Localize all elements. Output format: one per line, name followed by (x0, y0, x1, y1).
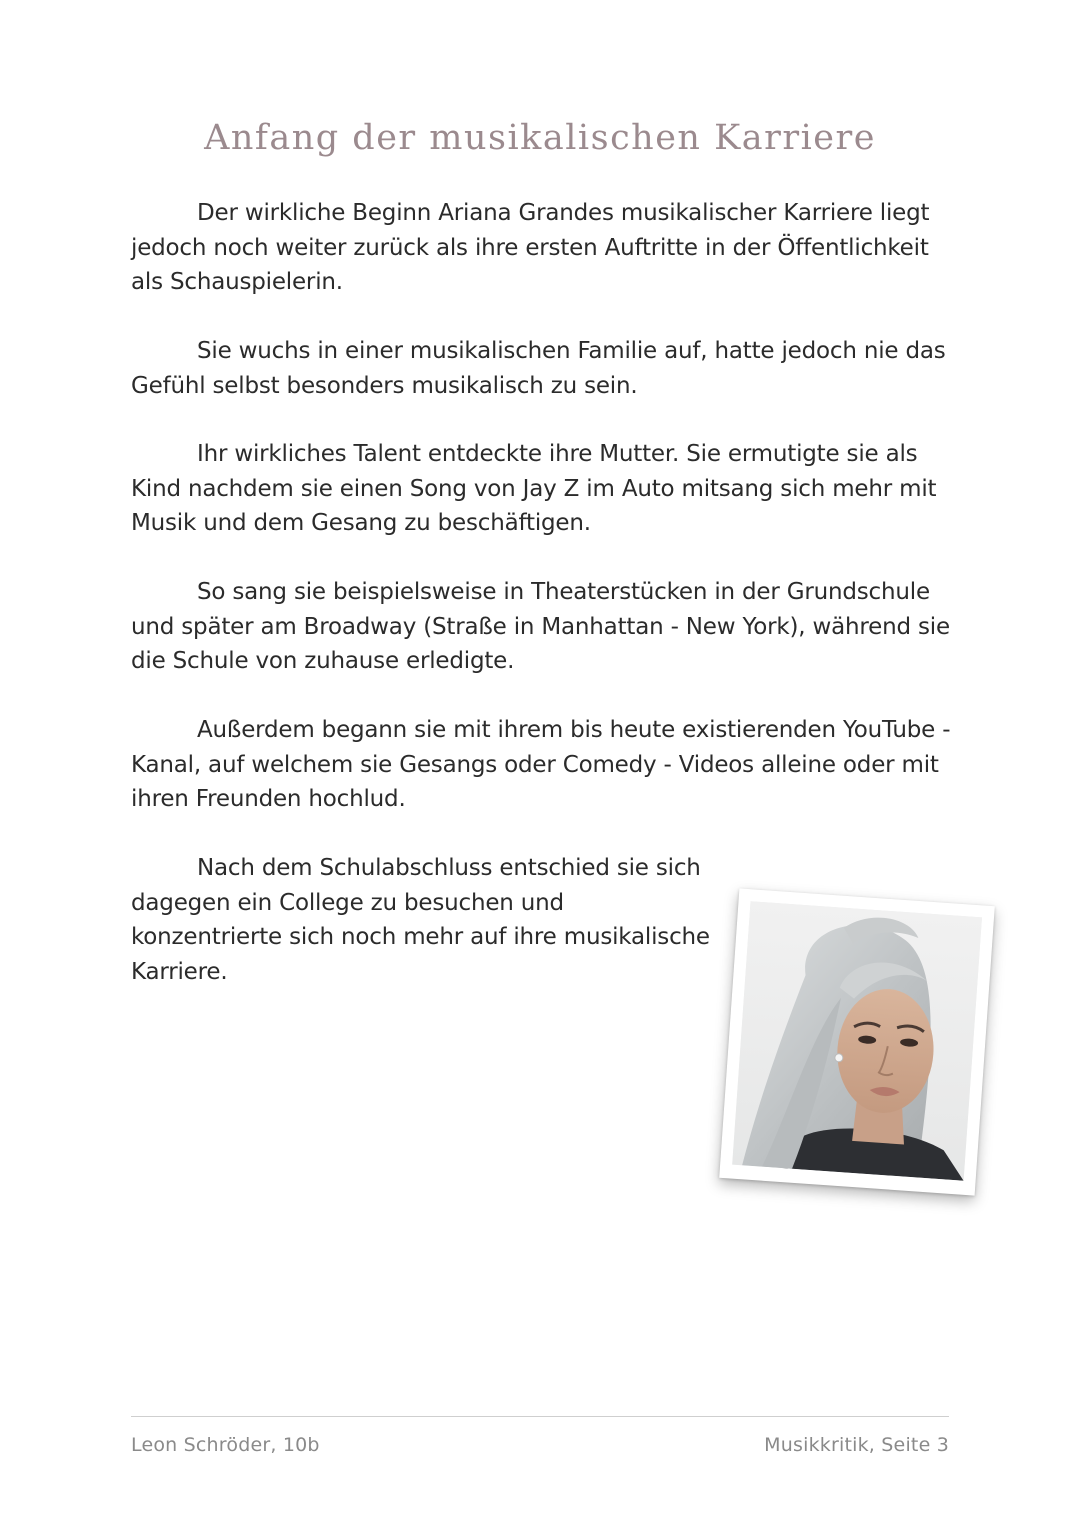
paragraph-talent-discovered: Ihr wirkliches Talent entdeckte ihre Mutter. Sie ermutigte sie als Kind nachdem sie einen Song von Jay Z im Auto mitsang sich mehr mit Musik und dem Gesang zu beschäftigen. (131, 441, 937, 537)
footer-author: Leon Schröder, 10b (131, 1434, 320, 1456)
footer-divider (131, 1416, 949, 1417)
portrait-photo (732, 901, 982, 1181)
paragraph-youtube-channel: Außerdem begann sie mit ihrem bis heute existierenden YouTube - Kanal, auf welchem sie Gesangs oder Comedy - Videos alleine oder mit ihren Freunden hochlud. (131, 717, 951, 813)
portrait-photo-frame (719, 888, 995, 1195)
page-title: Anfang der musikalischen Karriere (204, 118, 876, 158)
paragraph-theater-broadway: So sang sie beispielsweise in Theaterstücken in der Grundschule und später am Broadway (Straße in Manhattan - New York), während sie die Schule von zuhause erledigte. (131, 579, 950, 675)
paragraph-musical-family: Sie wuchs in einer musikalischen Familie auf, hatte jedoch nie das Gefühl selbst besonders musikalisch zu sein. (131, 338, 946, 399)
paragraph-after-school: Nach dem Schulabschluss entschied sie sich dagegen ein College zu besuchen und konzentrierte sich noch mehr auf ihre musikalische Karriere. (131, 855, 710, 986)
paragraph-career-beginning: Der wirkliche Beginn Ariana Grandes musikalischer Karriere liegt jedoch noch weiter zurück als ihre ersten Auftritte in der Öffentlichkeit als Schauspielerin. (131, 200, 930, 296)
footer-page-info: Musikkritik, Seite 3 (764, 1434, 949, 1456)
